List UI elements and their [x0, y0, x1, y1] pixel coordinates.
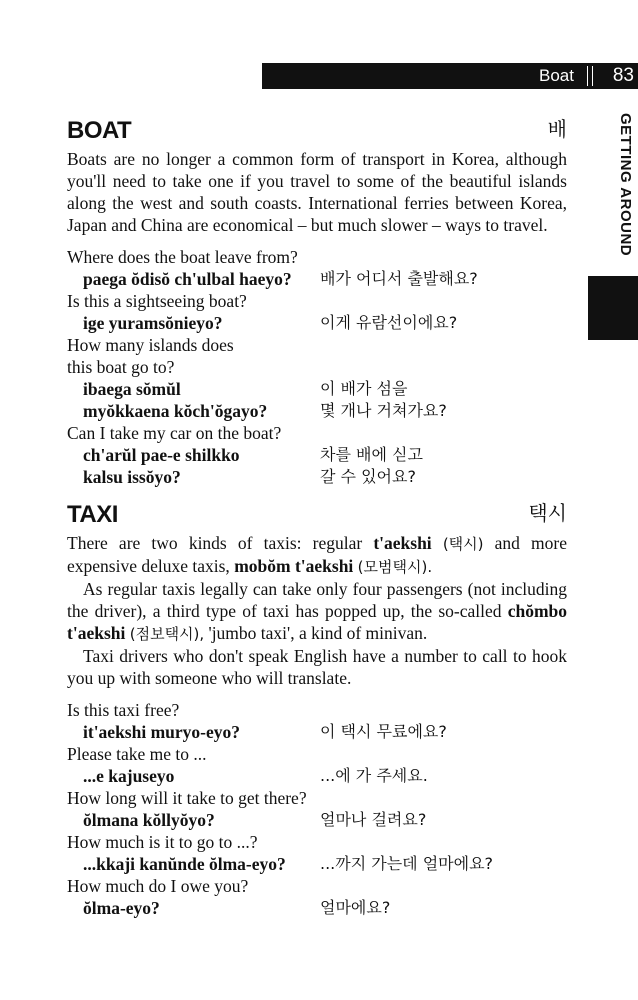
phrase-romanized: it'aekshi muryo-eyo? [83, 722, 241, 742]
phrase-romanized: ch'arŭl pae-e shilkko [83, 445, 240, 465]
term: mobŏm t'aekshi [234, 556, 354, 576]
term: t'aekshi [373, 533, 432, 553]
phrase-translation [67, 268, 567, 290]
phrase-translation [67, 897, 567, 919]
phrase-korean: 차를 배에 싣고 [320, 445, 423, 464]
phrase-romanized: ŏlmana kŏllyŏyo? [83, 810, 215, 830]
phrase-korean: 몇 개나 거쳐가요? [320, 401, 447, 420]
text-run: As regular taxis legally can take only four passengers (not including the driver), a third type of taxi has popped up, the so-called [67, 579, 567, 621]
phrase-english: Please take me to ... [67, 744, 207, 764]
phrase-romanized: kalsu issŏyo? [83, 467, 181, 487]
taxi-title: TAXI [67, 501, 118, 528]
term: chŏmbo t'aekshi [67, 601, 567, 643]
phrase-english: How much is it to go to ...? [67, 832, 258, 852]
phrase-translation [67, 400, 567, 422]
text-run: 'jumbo taxi', a kind of minivan. [204, 623, 428, 643]
phrase-korean: 갈 수 있어요? [320, 467, 416, 486]
phrase-english: Can I take my car on the boat? [67, 423, 282, 443]
phrase-korean: 이 배가 섬을 [320, 379, 408, 398]
phrase-en [67, 422, 567, 444]
phrase-korean: 이 택시 무료에요? [320, 722, 447, 741]
text-run: and more expensive deluxe taxis, [67, 533, 567, 576]
phrase-romanized: ibaega sŏmŭl [83, 379, 181, 399]
phrase-romanized: paega ŏdisŏ ch'ulbal haeyo? [83, 269, 292, 289]
taxi-heading [67, 500, 567, 532]
taxi-paragraph-2 [67, 578, 567, 645]
boat-title: BOAT [67, 117, 132, 144]
phrase-english: How much do I owe you? [67, 876, 249, 896]
korean-term: (택시) [442, 535, 484, 553]
taxi-korean-title: 택시 [528, 501, 567, 525]
phrase-romanized: ige yuramsŏnieyo? [83, 313, 223, 333]
phrase-korean: 이게 유람선이에요? [320, 313, 458, 332]
phrase-english: this boat go to? [67, 357, 175, 377]
phrase-romanized: ŏlma-eyo? [83, 898, 160, 918]
phrase-en [67, 334, 567, 356]
phrase-romanized: ...e kajuseyo [83, 766, 175, 786]
text-run: There are two kinds of taxis: regular [67, 533, 374, 553]
phrase-en [67, 290, 567, 312]
taxi-phrase-list [67, 699, 567, 919]
phrase-korean: 배가 어디서 출발해요? [320, 269, 478, 288]
running-header [262, 63, 638, 89]
boat-phrase-list [67, 246, 567, 488]
phrase-translation [67, 765, 567, 787]
phrase-translation [67, 721, 567, 743]
phrase-en [67, 787, 567, 809]
phrase-en [67, 356, 567, 378]
taxi-paragraph-3: Taxi drivers who don't speak English have a number to call to hook you up with someone who will translate. [67, 646, 567, 688]
boat-heading [67, 116, 567, 148]
phrase-en [67, 875, 567, 897]
phrase-en [67, 699, 567, 721]
phrase-translation [67, 444, 567, 466]
phrase-english: Is this a sightseeing boat? [67, 291, 247, 311]
phrase-korean: ...에 가 주세요. [320, 766, 428, 785]
phrase-en [67, 246, 567, 268]
phrase-english: Where does the boat leave from? [67, 247, 298, 267]
korean-term: (점보택시), [129, 625, 205, 643]
phrase-translation [67, 466, 567, 488]
side-tab-label: GETTING AROUND [617, 113, 634, 257]
korean-term: (모범택시). [357, 558, 433, 576]
phrase-english: How many islands does [67, 335, 234, 355]
taxi-paragraph-1 [67, 532, 567, 578]
page-content [67, 110, 567, 919]
phrase-romanized: ...kkaji kanŭnde ŏlma-eyo? [83, 854, 286, 874]
header-section-title: Boat [539, 66, 574, 85]
phrase-en [67, 831, 567, 853]
side-tab-block [588, 276, 638, 340]
phrase-korean: 얼마에요? [320, 898, 391, 917]
phrase-translation [67, 853, 567, 875]
phrase-translation [67, 378, 567, 400]
phrase-en [67, 743, 567, 765]
header-divider [587, 66, 593, 86]
phrase-translation [67, 312, 567, 334]
phrase-romanized: myŏkkaena kŏch'ŏgayo? [83, 401, 268, 421]
phrase-english: How long will it take to get there? [67, 788, 307, 808]
phrase-translation [67, 809, 567, 831]
boat-korean-title: 배 [547, 117, 567, 141]
page-number: 83 [612, 65, 634, 86]
phrase-korean: 얼마나 걸려요? [320, 810, 427, 829]
phrase-english: Is this taxi free? [67, 700, 180, 720]
phrase-korean: ...까지 가는데 얼마에요? [320, 854, 494, 873]
boat-intro: Boats are no longer a common form of transport in Korea, although you'll need to take one if you travel to some of the beautiful islands along the west and south coasts. International ferries between Korea, Japan and China are economical – but much slower – ways to travel. [67, 149, 567, 235]
